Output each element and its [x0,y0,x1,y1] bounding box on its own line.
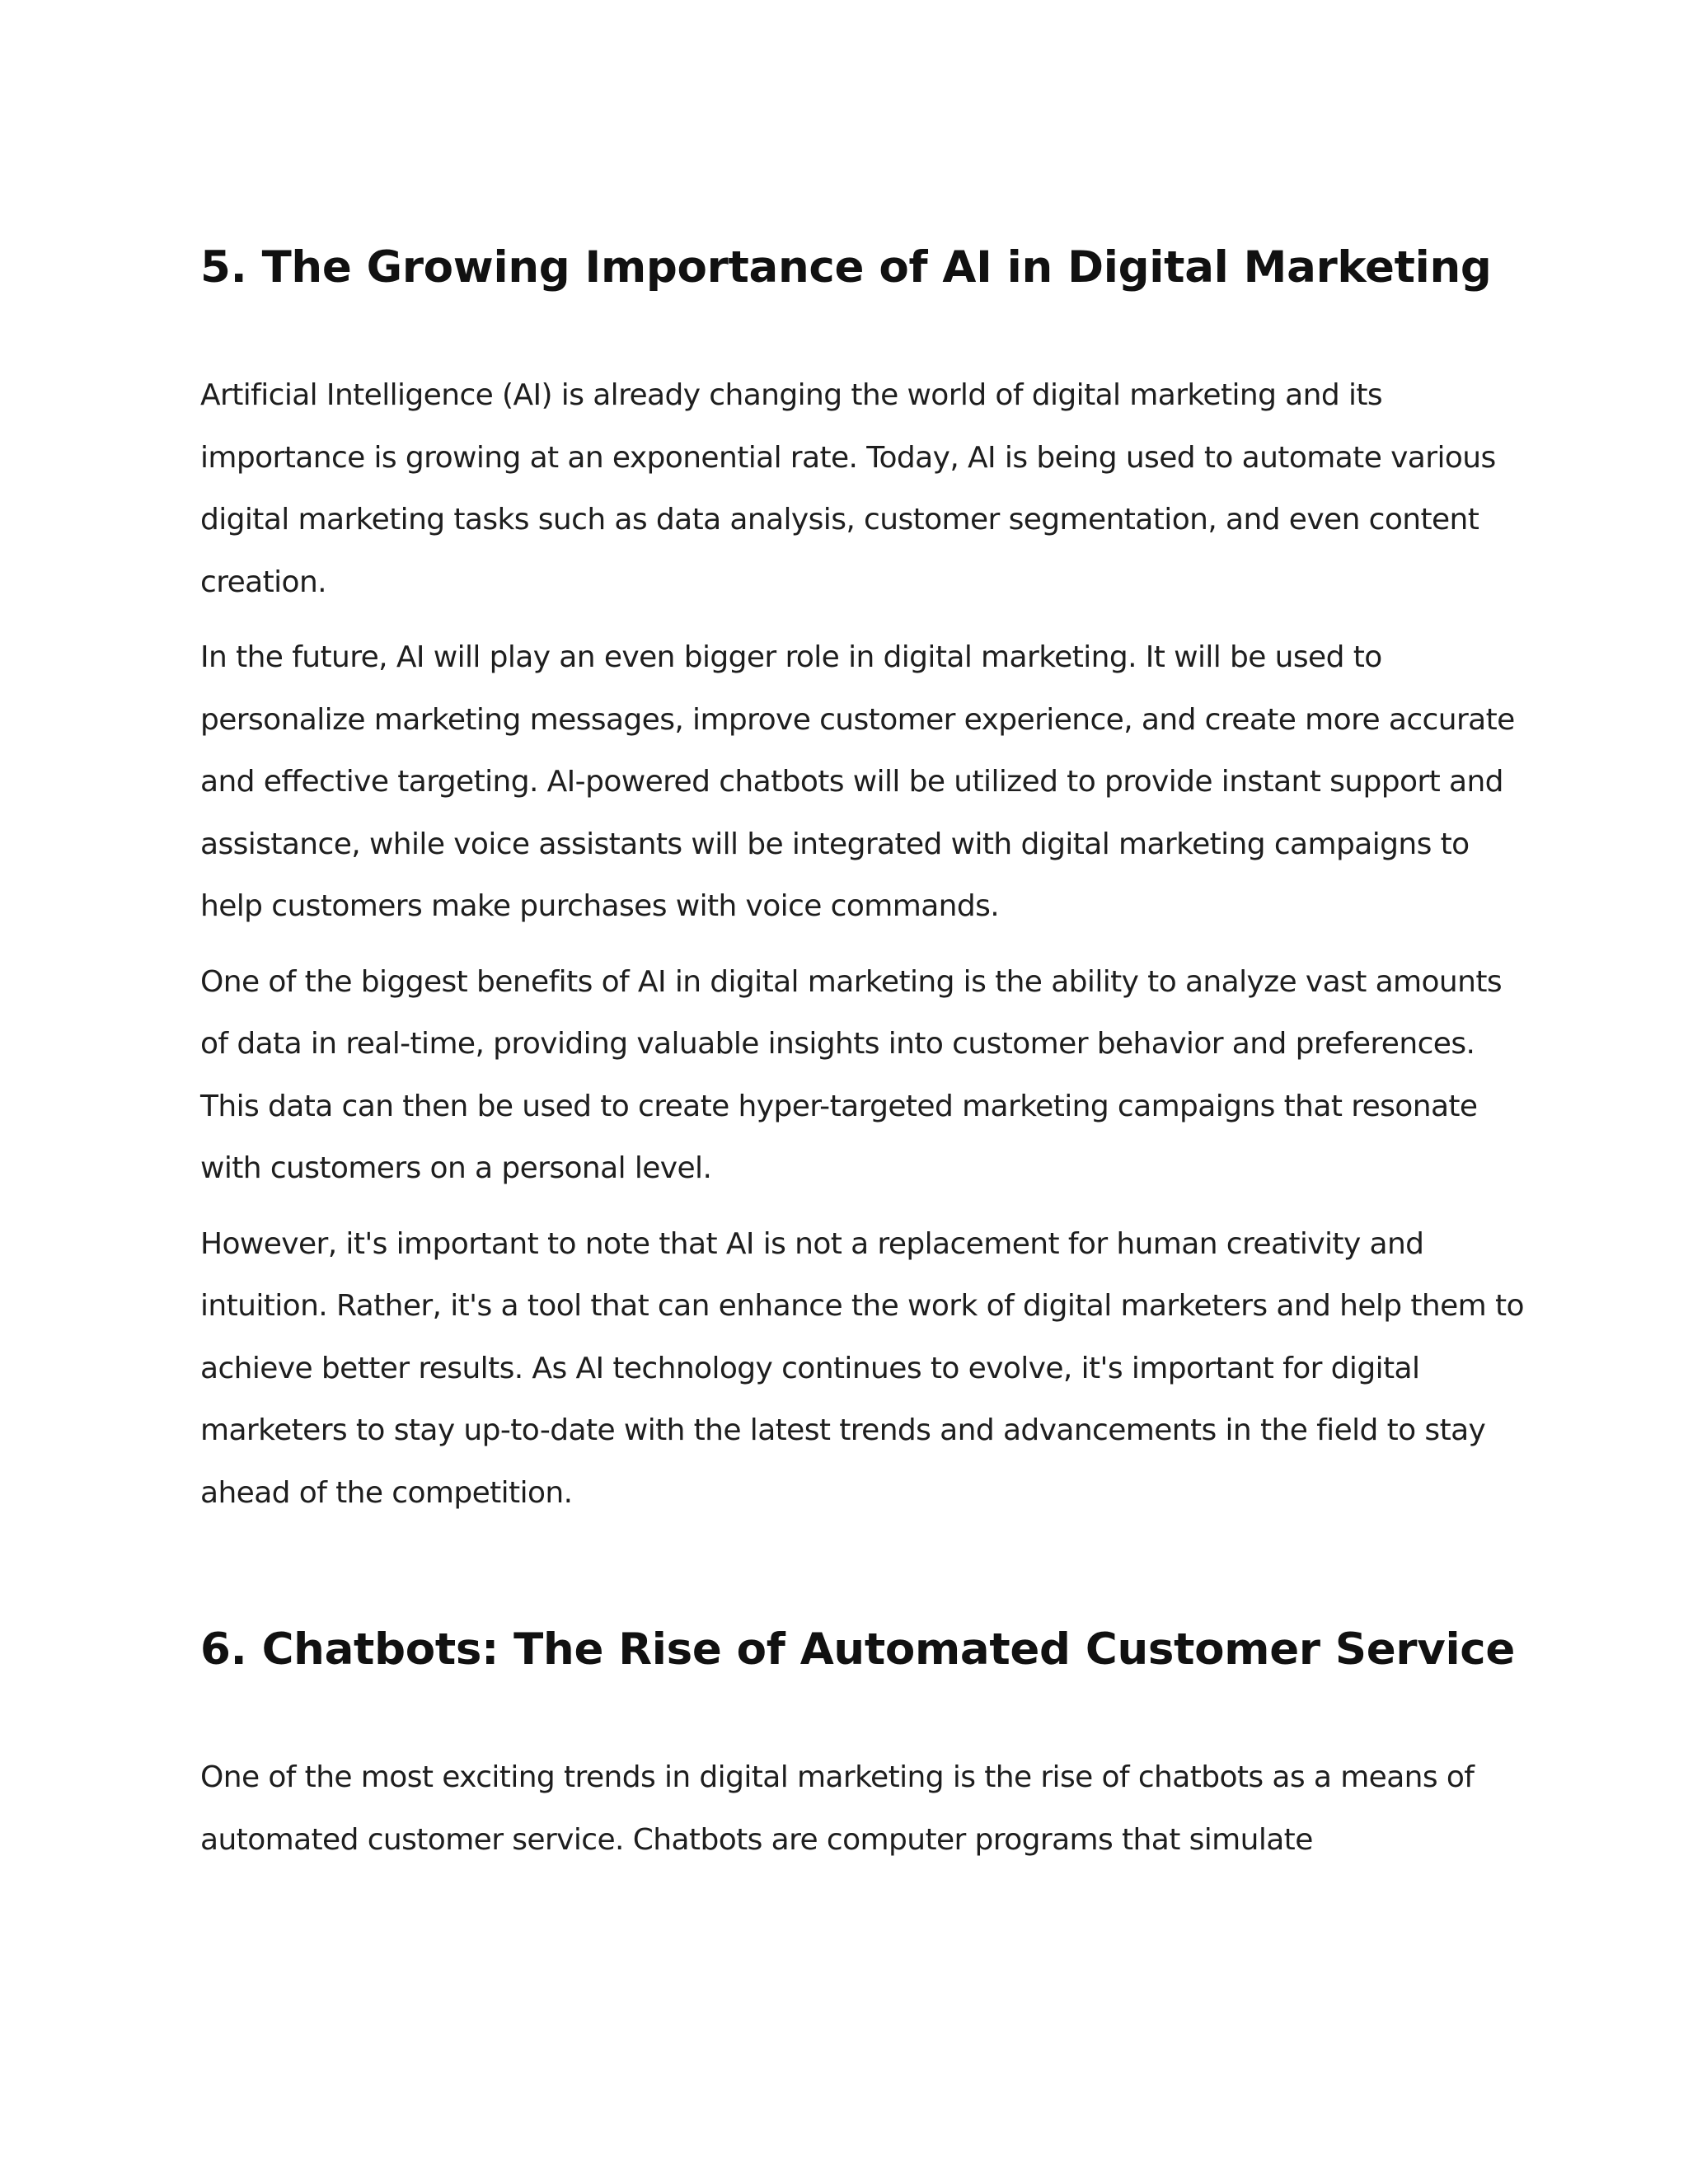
paragraph: One of the most exciting trends in digital marketing is the rise of chatbots as a means of automated customer service. Chatbots are computer programs that simulate [200,1760,1475,1857]
paragraph: One of the biggest benefits of AI in digital marketing is the ability to analyze vast amounts of data in real-time, providing valuable insights into customer behavior and preferences. This data can then be used to create hyper-targeted marketing campaigns that resonate with customers on a personal level. [200,964,1503,1185]
paragraph: Artificial Intelligence (AI) is already changing the world of digital marketing and its importance is growing at an exponential rate. Today, AI is being used to automate various digital marketing tasks such as data analysis, customer segmentation, and even content creation. [200,378,1496,599]
section-body-ai-importance [200,364,1536,1524]
section-heading-ai-importance: 5. The Growing Importance of AI in Digital Marketing [200,242,1492,293]
page-content [200,241,1536,1871]
section-heading-chatbots: 6. Chatbots: The Rise of Automated Customer Service [200,1624,1516,1675]
paragraph: However, it's important to note that AI is not a replacement for human creativity and intuition. Rather, it's a tool that can enhance the work of digital marketers and help them to achieve better results. As AI technology continues to evolve, it's important for digital marketers to stay up-to-date with the latest trends and advancements in the field to stay ahead of the competition. [200,1226,1524,1510]
paragraph: In the future, AI will play an even bigger role in digital marketing. It will be used to personalize marketing messages, improve customer experience, and create more accurate and effective targeting. AI-powered chatbots will be utilized to provide instant support and assistance, while voice assistants will be integrated with digital marketing campaigns to help customers make purchases with voice commands. [200,640,1515,923]
section-body-chatbots [200,1746,1536,1871]
